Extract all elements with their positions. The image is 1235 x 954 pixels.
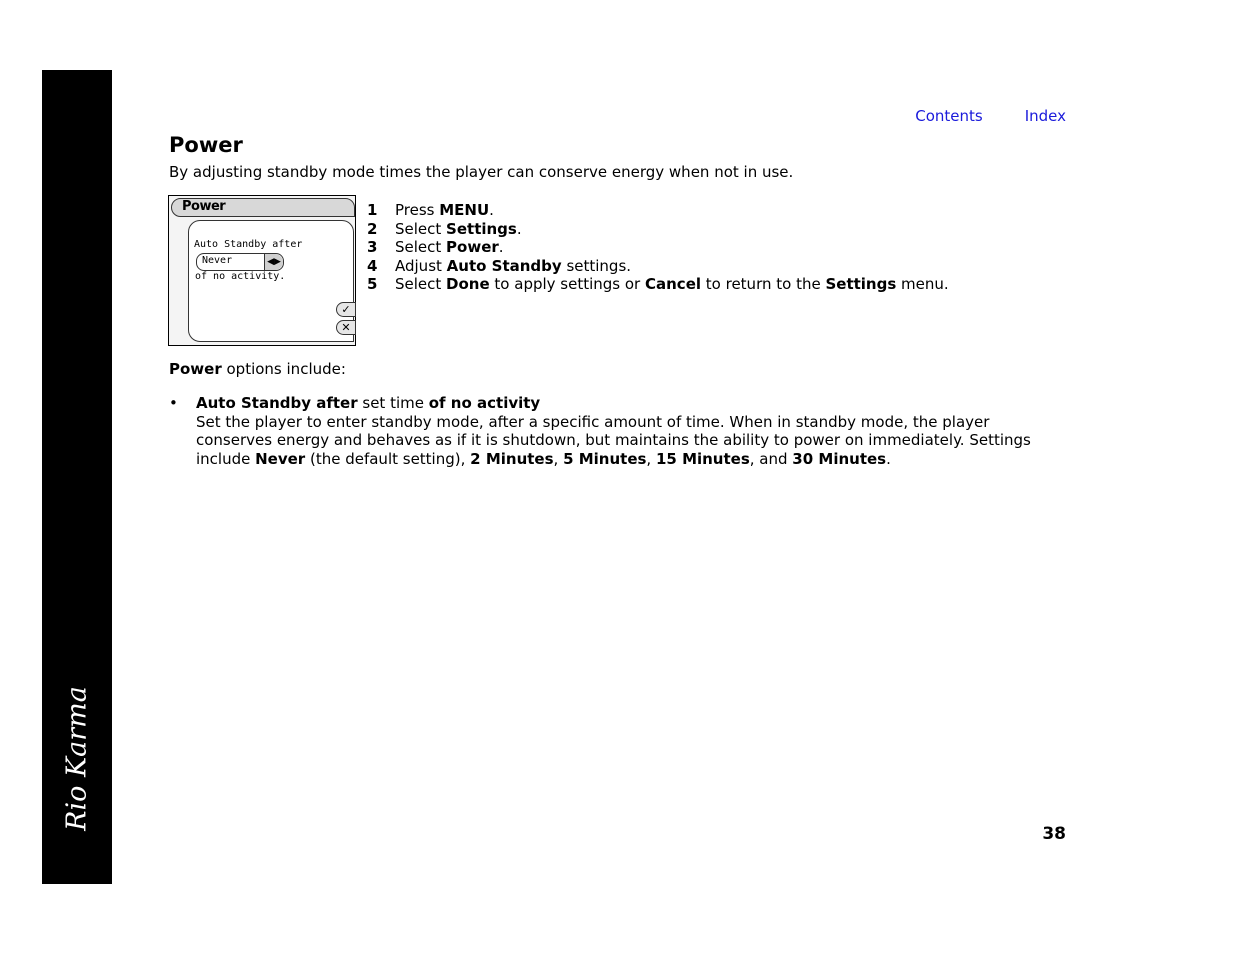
options-list: [169, 394, 1069, 468]
step-item: 3 Select Power.: [367, 238, 504, 256]
step-item: 1 Press MENU.: [367, 201, 494, 219]
page-number: 38: [1042, 824, 1066, 844]
step-item: 2 Select Settings.: [367, 219, 522, 238]
page-title: Power: [169, 133, 243, 157]
device-screenshot: [168, 195, 356, 346]
option-description: Set the player to enter standby mode, after a specific amount of time. When in standby mode, the player conserves energy and behaves as if it is shutdown, but maintains the ability to power on immediately. Settings include Never (the default setting), 2 Minutes, 5 Minutes, 15 Minutes, and 30 Minutes.: [196, 412, 1031, 468]
steps-list: [367, 201, 949, 294]
device-standby-select: [196, 253, 284, 271]
x-icon: ✕: [336, 320, 356, 335]
device-header: [171, 198, 355, 217]
sidebar: [42, 70, 112, 884]
step-item: 4 Adjust Auto Standby settings.: [367, 256, 632, 275]
step-item: 5 Select Done to apply settings or Cancel to return to the Settings menu.: [367, 275, 949, 293]
device-select-value: Never: [202, 255, 233, 266]
device-standby-suffix: of no activity.: [195, 271, 286, 282]
options-intro: Power options include:: [169, 360, 346, 378]
top-nav: [915, 107, 1066, 125]
bullet-marker: •: [169, 394, 178, 412]
left-right-arrows-icon: ◀▶: [264, 254, 283, 270]
device-header-title: Power: [182, 199, 226, 214]
check-icon: ✓: [336, 302, 356, 317]
option-heading: Auto Standby after set time of no activity: [196, 394, 541, 412]
sidebar-brand: Rio Karma: [61, 686, 93, 831]
list-item: [169, 394, 1069, 468]
index-link[interactable]: Index: [1024, 107, 1066, 125]
device-standby-label: Auto Standby after: [194, 239, 303, 250]
contents-link[interactable]: Contents: [915, 107, 983, 125]
intro-text: By adjusting standby mode times the player can conserve energy when not in use.: [169, 163, 794, 181]
